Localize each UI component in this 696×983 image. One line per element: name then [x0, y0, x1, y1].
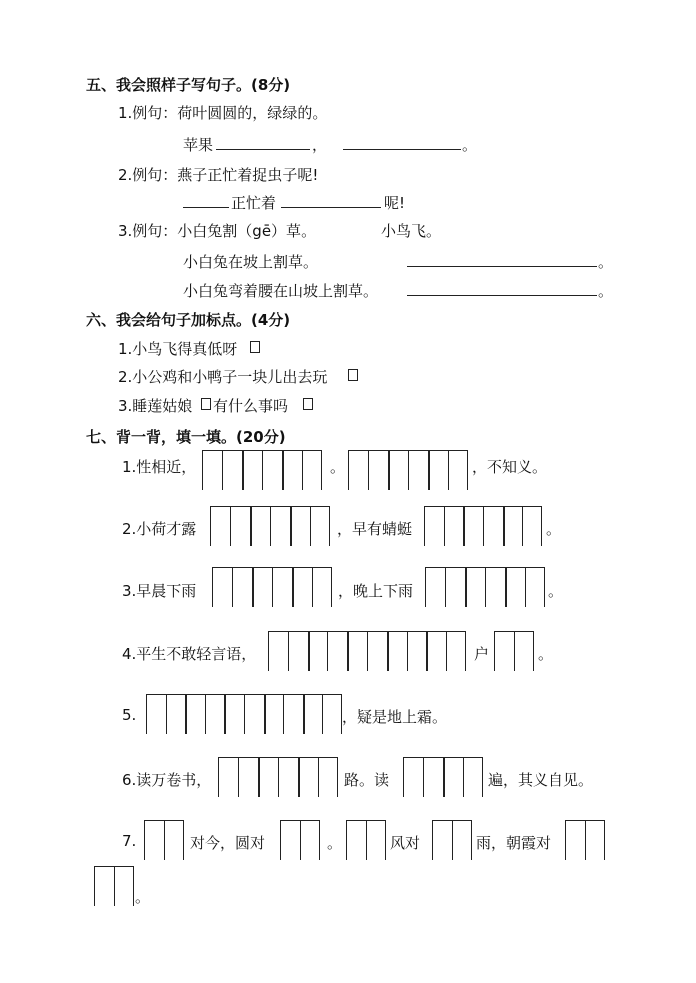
- grid-line: [483, 506, 484, 546]
- punctuation-box[interactable]: [348, 369, 358, 381]
- punctuation-box[interactable]: [250, 341, 260, 353]
- q6-1: 1.小鸟飞得真低呀: [118, 340, 238, 358]
- grid-line: [319, 820, 320, 860]
- grid-line: [299, 757, 300, 797]
- answer-blank[interactable]: [407, 295, 597, 296]
- grid-line: [424, 506, 425, 546]
- grid-line: [348, 631, 349, 671]
- section6-title: 六、我会给句子加标点。(4分): [86, 311, 291, 329]
- q5-1-example: 1.例句：荷叶圆圆的，绿绿的。: [118, 104, 328, 122]
- grid-line: [408, 450, 409, 490]
- q7-6-c: 遍，其义自见。: [488, 771, 594, 789]
- q7-4-a: 4.平生不敢轻言语，: [122, 645, 257, 663]
- q5-3-line1: 小白兔在坡上割草。: [183, 253, 319, 271]
- grid-line: [448, 450, 449, 490]
- q6-3a: 3.睡莲姑娘: [118, 397, 193, 415]
- q6-3b: 有什么事吗: [213, 397, 289, 415]
- grid-line: [262, 450, 263, 490]
- grid-line: [243, 450, 244, 490]
- q5-2-end: 呢!: [384, 194, 406, 212]
- grid-line: [312, 567, 313, 607]
- writing-grid[interactable]: [144, 820, 184, 860]
- q5-2-example: 2.例句：燕子正忙着捉虫子呢!: [118, 166, 319, 184]
- grid-line: [302, 450, 303, 490]
- grid-line: [283, 450, 284, 490]
- grid-line: [471, 820, 472, 860]
- grid-line: [444, 506, 445, 546]
- writing-grid[interactable]: [210, 506, 330, 546]
- grid-line: [348, 450, 349, 490]
- writing-grid[interactable]: [565, 820, 605, 860]
- grid-line: [205, 694, 206, 734]
- q7-4-c: 。: [538, 645, 554, 663]
- grid-line: [186, 694, 187, 734]
- writing-grid[interactable]: [280, 820, 320, 860]
- grid-line: [322, 694, 323, 734]
- grid-line: [367, 631, 368, 671]
- grid-line: [388, 631, 389, 671]
- grid-line: [466, 567, 467, 607]
- grid-line: [300, 820, 301, 860]
- grid-line: [403, 757, 404, 797]
- grid-line: [114, 866, 115, 906]
- grid-line: [385, 820, 386, 860]
- writing-grid[interactable]: [218, 757, 338, 797]
- section7-title: 七、背一背，填一填。(20分): [86, 428, 286, 446]
- q7-6-b: 路。读: [344, 771, 390, 789]
- grid-line: [446, 631, 447, 671]
- grid-line: [238, 757, 239, 797]
- grid-line: [232, 567, 233, 607]
- grid-line: [183, 820, 184, 860]
- grid-line: [541, 506, 542, 546]
- grid-line: [366, 820, 367, 860]
- answer-blank[interactable]: [343, 149, 461, 150]
- q5-3-period2: 。: [598, 282, 614, 300]
- grid-line: [164, 820, 165, 860]
- punctuation-box[interactable]: [201, 398, 211, 410]
- grid-line: [253, 567, 254, 607]
- q7-1-b: 。: [330, 458, 346, 476]
- q7-1-c: ，不知义。: [472, 458, 548, 476]
- grid-line: [346, 820, 347, 860]
- grid-line: [544, 567, 545, 607]
- answer-blank[interactable]: [183, 207, 229, 208]
- grid-line: [504, 506, 505, 546]
- writing-grid[interactable]: [202, 450, 322, 490]
- grid-line: [310, 506, 311, 546]
- writing-grid[interactable]: [146, 694, 342, 734]
- grid-line: [318, 757, 319, 797]
- q7-7-a: 7.: [122, 832, 137, 850]
- q7-3-c: 。: [548, 582, 564, 600]
- grid-line: [514, 631, 515, 671]
- grid-line: [259, 757, 260, 797]
- answer-blank[interactable]: [407, 266, 597, 267]
- grid-line: [283, 694, 284, 734]
- grid-line: [423, 757, 424, 797]
- grid-line: [291, 506, 292, 546]
- grid-line: [270, 506, 271, 546]
- grid-line: [327, 631, 328, 671]
- grid-line: [429, 450, 430, 490]
- q7-3-b: ，晚上下雨: [338, 582, 414, 600]
- grid-line: [230, 506, 231, 546]
- punctuation-box[interactable]: [303, 398, 313, 410]
- q7-3-a: 3.早晨下雨: [122, 582, 197, 600]
- grid-line: [494, 631, 495, 671]
- writing-grid[interactable]: [348, 450, 468, 490]
- grid-line: [389, 450, 390, 490]
- q5-1-prompt: 苹果: [183, 136, 214, 154]
- grid-line: [268, 631, 269, 671]
- q5-3-line2: 小白兔弯着腰在山坡上割草。: [183, 282, 379, 300]
- grid-line: [251, 506, 252, 546]
- q7-5-a: 5.: [122, 706, 137, 724]
- q6-2: 2.小公鸡和小鸭子一块儿出去玩: [118, 368, 328, 386]
- q7-7-e: 雨，朝霞对: [476, 834, 552, 852]
- grid-line: [133, 866, 134, 906]
- grid-line: [427, 631, 428, 671]
- grid-line: [293, 567, 294, 607]
- grid-line: [463, 757, 464, 797]
- grid-line: [445, 567, 446, 607]
- q7-1-a: 1.性相近，: [122, 458, 197, 476]
- section5-title: 五、我会照样子写句子。(8分): [86, 76, 291, 94]
- grid-line: [464, 506, 465, 546]
- q7-2-c: 。: [546, 520, 562, 538]
- grid-line: [94, 866, 95, 906]
- grid-line: [272, 567, 273, 607]
- q7-7-f: 。: [135, 888, 151, 906]
- grid-line: [485, 567, 486, 607]
- q5-3-example2: 小鸟飞。: [381, 222, 442, 240]
- writing-grid[interactable]: [494, 631, 534, 671]
- grid-line: [604, 820, 605, 860]
- grid-line: [506, 567, 507, 607]
- writing-grid[interactable]: [424, 506, 542, 546]
- grid-line: [425, 567, 426, 607]
- grid-line: [304, 694, 305, 734]
- writing-grid[interactable]: [432, 820, 472, 860]
- grid-line: [321, 450, 322, 490]
- writing-grid[interactable]: [425, 567, 545, 607]
- grid-line: [465, 631, 466, 671]
- q7-5-b: ，疑是地上霜。: [342, 708, 448, 726]
- grid-line: [444, 757, 445, 797]
- q7-4-b: 户: [474, 645, 490, 663]
- q7-7-b: 对今，圆对: [190, 834, 266, 852]
- grid-line: [212, 567, 213, 607]
- grid-line: [280, 820, 281, 860]
- grid-line: [309, 631, 310, 671]
- grid-line: [467, 450, 468, 490]
- q7-2-b: ，早有蜻蜓: [337, 520, 413, 538]
- grid-line: [452, 820, 453, 860]
- q7-7-c: 。: [327, 834, 343, 852]
- grid-line: [432, 820, 433, 860]
- grid-line: [265, 694, 266, 734]
- grid-line: [533, 631, 534, 671]
- q5-1-period: 。: [462, 136, 478, 154]
- grid-line: [218, 757, 219, 797]
- grid-line: [407, 631, 408, 671]
- q7-7-d: 风对: [390, 834, 421, 852]
- q5-1-comma: ，: [312, 136, 328, 154]
- grid-line: [278, 757, 279, 797]
- grid-line: [222, 450, 223, 490]
- writing-grid[interactable]: [268, 631, 466, 671]
- grid-line: [525, 567, 526, 607]
- q7-6-a: 6.读万卷书，: [122, 771, 212, 789]
- q5-3-period1: 。: [598, 253, 614, 271]
- grid-line: [288, 631, 289, 671]
- grid-line: [329, 506, 330, 546]
- grid-line: [522, 506, 523, 546]
- grid-line: [337, 757, 338, 797]
- answer-blank[interactable]: [216, 149, 310, 150]
- q5-2-mid: 正忙着: [231, 194, 277, 212]
- grid-line: [144, 820, 145, 860]
- writing-grid[interactable]: [212, 567, 332, 607]
- answer-blank[interactable]: [281, 207, 381, 208]
- grid-line: [225, 694, 226, 734]
- grid-line: [202, 450, 203, 490]
- grid-line: [166, 694, 167, 734]
- grid-line: [244, 694, 245, 734]
- grid-line: [585, 820, 586, 860]
- grid-line: [210, 506, 211, 546]
- q5-3-example: 3.例句：小白兔割（gē）草。: [118, 222, 317, 240]
- q7-2-a: 2.小荷才露: [122, 520, 197, 538]
- grid-line: [331, 567, 332, 607]
- grid-line: [146, 694, 147, 734]
- grid-line: [368, 450, 369, 490]
- writing-grid[interactable]: [94, 866, 134, 906]
- writing-grid[interactable]: [346, 820, 386, 860]
- writing-grid[interactable]: [403, 757, 483, 797]
- grid-line: [482, 757, 483, 797]
- grid-line: [565, 820, 566, 860]
